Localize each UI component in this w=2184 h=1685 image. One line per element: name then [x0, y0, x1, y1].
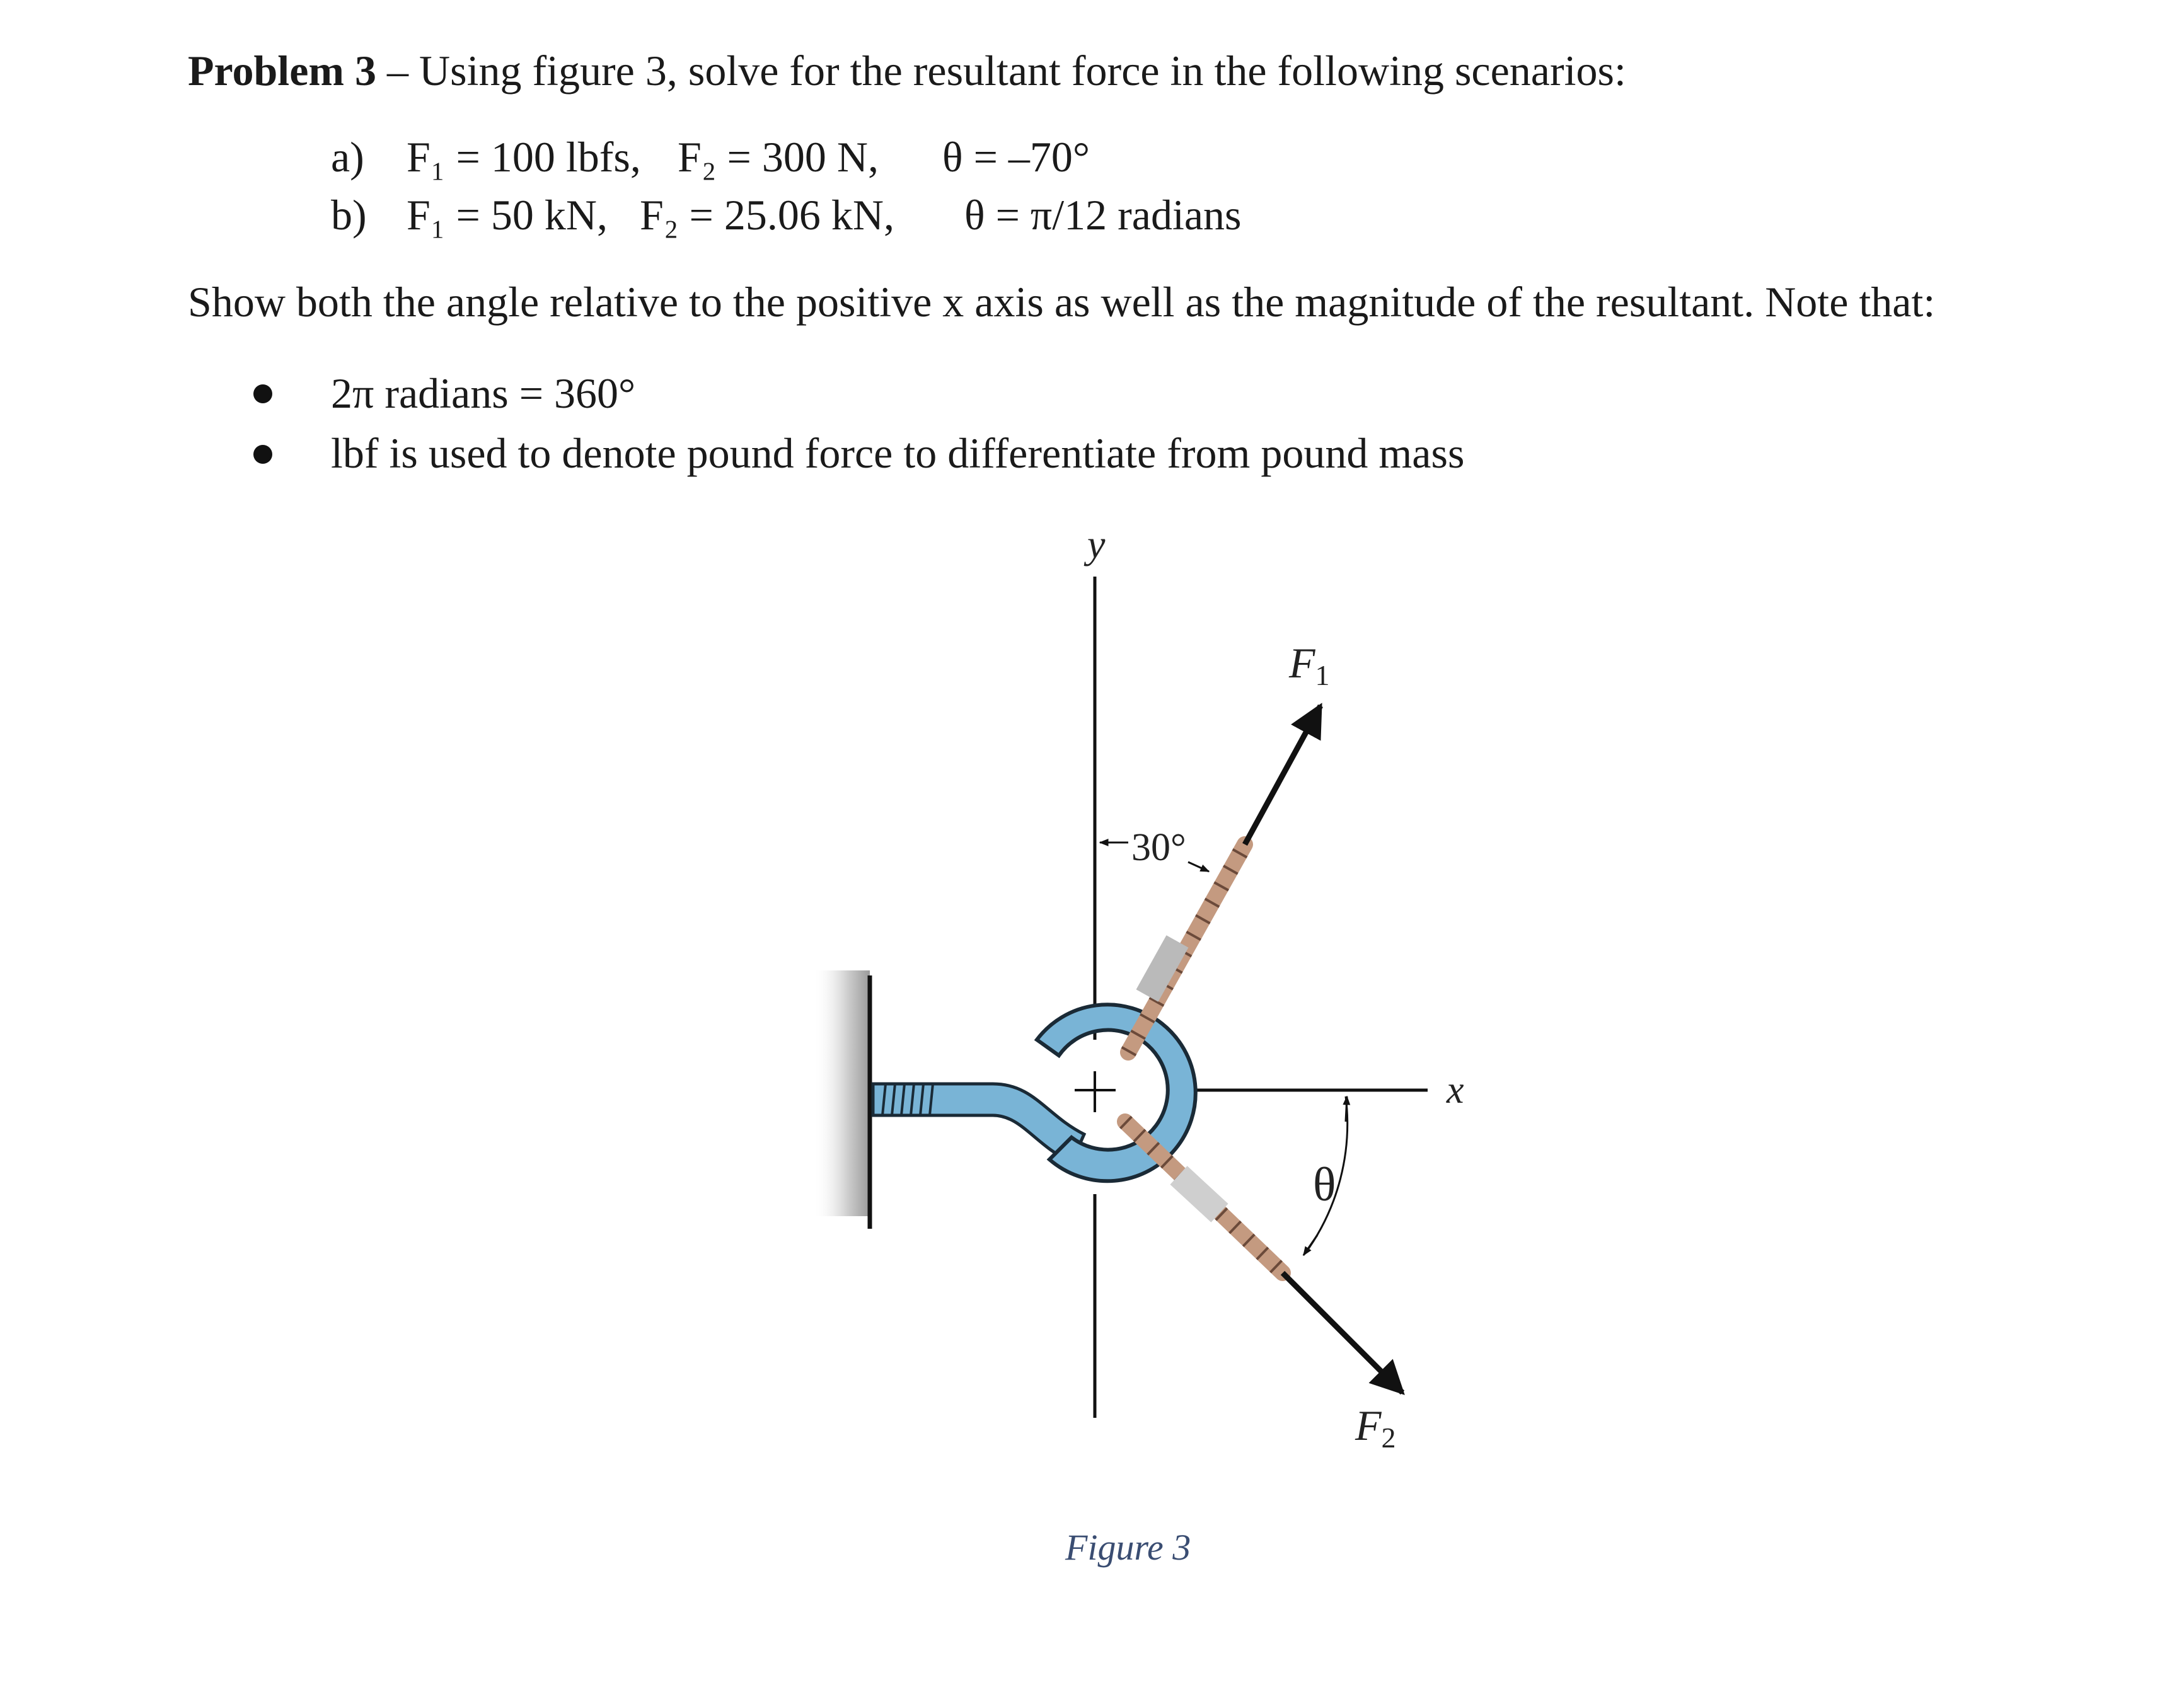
instruction-text: Show both the angle relative to the positive x axis as well as the magnitude of the resultant. Note that: [188, 278, 1936, 326]
f2-arrow [1283, 1273, 1402, 1393]
f1-subscript: 1 [1315, 659, 1330, 691]
y-axis-label: y [1087, 522, 1106, 566]
problem-intro: – Using figure 3, solve for the resultant force in the following scenarios: [376, 47, 1626, 95]
f1-rope [1128, 844, 1245, 1052]
wall-shading [813, 970, 870, 1216]
theta-arrow-up [1346, 1096, 1347, 1122]
scenario-b-f1: F₁ = 50 kN, [407, 191, 608, 239]
f2-subscript: 2 [1381, 1422, 1396, 1454]
scenario-b-label: b) [331, 191, 367, 239]
note-lbf: lbf is used to denote pound force to differentiate from pound mass [331, 429, 1465, 477]
hook-ring [1037, 1004, 1196, 1181]
theta-label: θ [1313, 1158, 1336, 1211]
f2-rope [1125, 1122, 1283, 1273]
scenario-a-f1: F₁ = 100 lbfs, [407, 133, 641, 181]
theta-arrow-down [1303, 1235, 1317, 1255]
center-cross [1075, 1071, 1116, 1112]
scenario-a-f2: F₂ = 300 N, [678, 133, 879, 181]
hook-shank [873, 1084, 1084, 1163]
f2-label [1355, 1401, 1396, 1454]
scenario-a-label: a) [331, 133, 364, 181]
note-radians: 2π radians = 360° [331, 369, 636, 417]
scenario-a-theta: θ = –70° [942, 133, 1090, 181]
angle-30-label: 30° [1131, 826, 1186, 869]
figure-caption: Figure 3 [1065, 1527, 1191, 1568]
scenario-b-theta: θ = π/12 radians [964, 191, 1242, 239]
f1-label [1288, 639, 1330, 691]
x-axis-label: x [1447, 1069, 1464, 1112]
f2-letter: F [1355, 1401, 1382, 1449]
f1-letter: F [1289, 639, 1315, 687]
angle-30-arrow-right [1188, 862, 1209, 871]
problem-label: Problem 3 [188, 47, 377, 95]
f1-arrow [1245, 706, 1320, 844]
scenario-b-f2: F₂ = 25.06 kN, [640, 191, 894, 239]
